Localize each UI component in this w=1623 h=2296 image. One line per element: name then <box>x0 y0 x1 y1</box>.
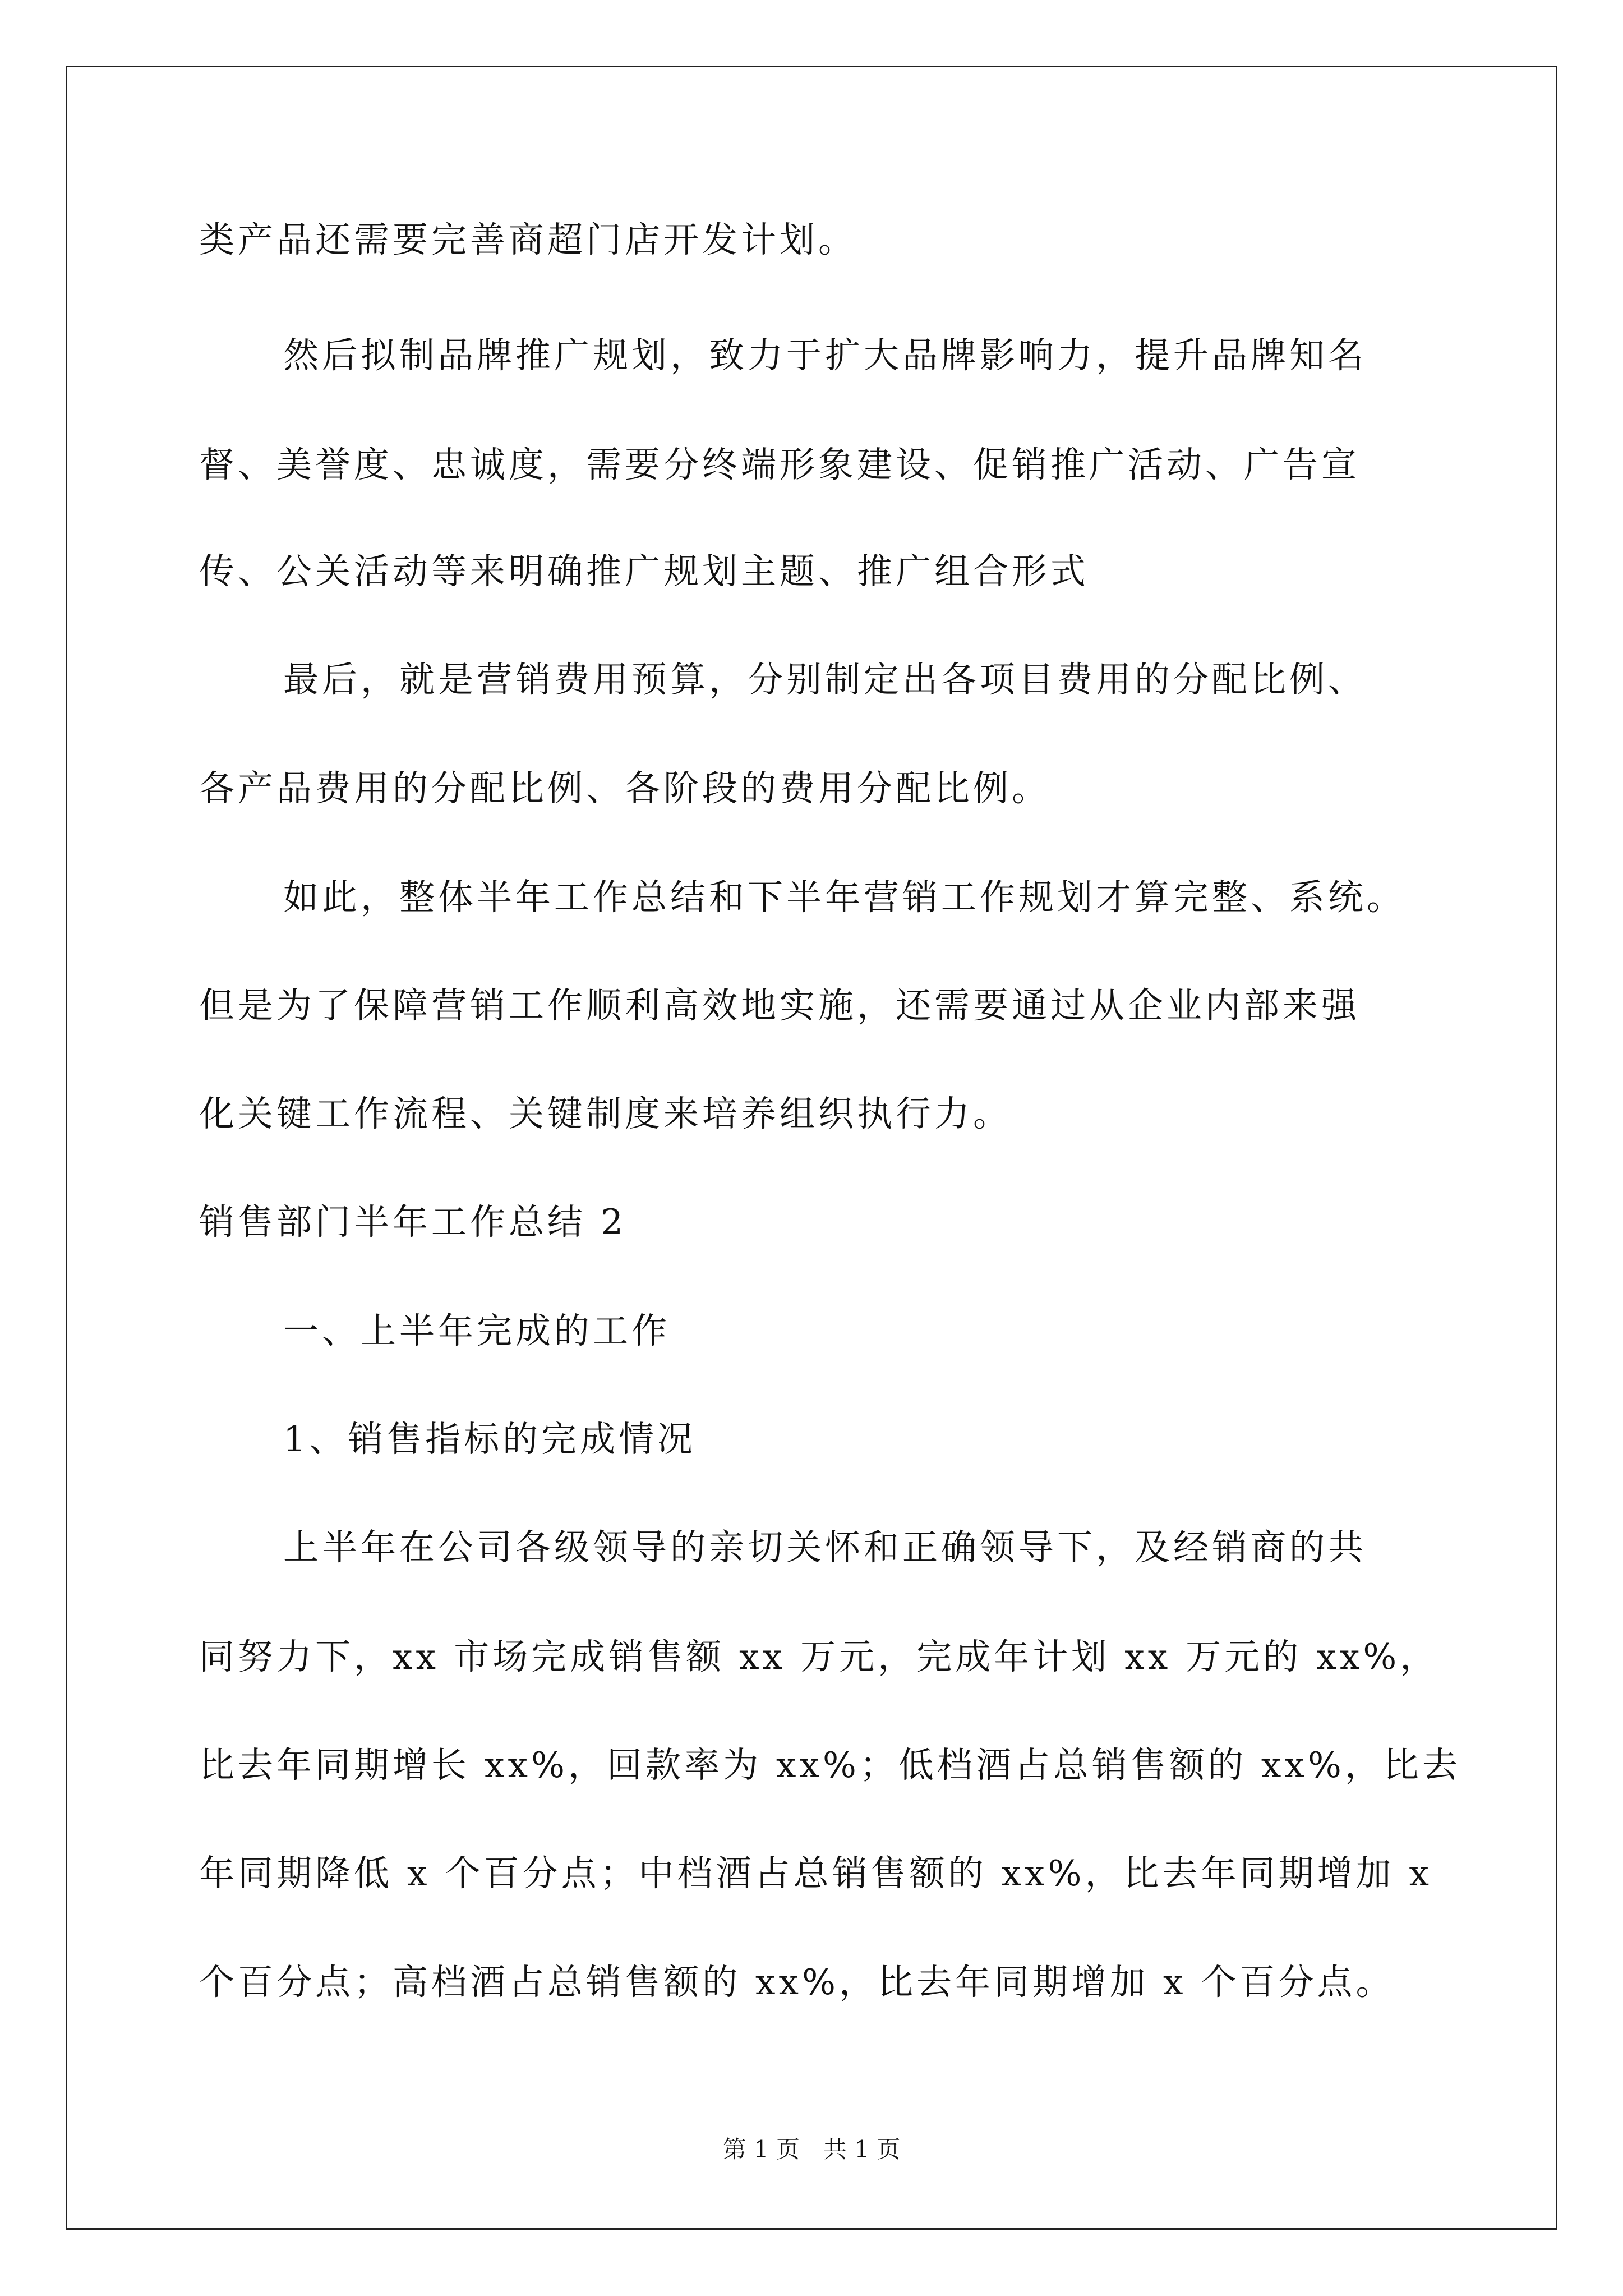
body-line: 传、公关活动等来明确推广规划主题、推广组合形式 <box>199 551 1089 592</box>
body-line: 同努力下，xx 市场完成销售额 xx 万元，完成年计划 xx 万元的 xx%， <box>199 1636 1439 1677</box>
body-line: 上半年在公司各级领导的亲切关怀和正确领导下，及经销商的共 <box>283 1527 1367 1568</box>
body-line: 个百分点；高档酒占总销售额的 xx%，比去年同期增加 x 个百分点。 <box>199 1962 1395 2003</box>
body-line: 各产品费用的分配比例、各阶段的费用分配比例。 <box>199 768 1050 809</box>
subsection-heading: 1、销售指标的完成情况 <box>283 1419 697 1460</box>
section-heading: 销售部门半年工作总结 2 <box>199 1202 627 1243</box>
body-line: 类产品还需要完善商超门店开发计划。 <box>199 219 857 260</box>
subsection-heading: 一、上半年完成的工作 <box>283 1310 670 1351</box>
page-number: 第 1 页 共 1 页 <box>722 2136 901 2163</box>
body-line: 如此，整体半年工作总结和下半年营销工作规划才算完整、系统。 <box>283 877 1405 918</box>
body-line: 比去年同期增长 xx%，回款率为 xx%；低档酒占总销售额的 xx%，比去 <box>199 1745 1461 1786</box>
body-line: 但是为了保障营销工作顺利高效地实施，还需要通过从企业内部来强 <box>199 985 1360 1026</box>
body-line: 化关键工作流程、关键制度来培养组织执行力。 <box>199 1093 1012 1134</box>
body-line: 督、美誉度、忠诚度，需要分终端形象建设、促销推广活动、广告宣 <box>199 444 1360 485</box>
page-border <box>66 66 1557 2230</box>
body-line: 年同期降低 x 个百分点；中档酒占总销售额的 xx%，比去年同期增加 x <box>199 1853 1433 1894</box>
body-line: 最后，就是营销费用预算，分别制定出各项目费用的分配比例、 <box>283 659 1367 700</box>
body-line: 然后拟制品牌推广规划，致力于扩大品牌影响力，提升品牌知名 <box>283 335 1367 376</box>
